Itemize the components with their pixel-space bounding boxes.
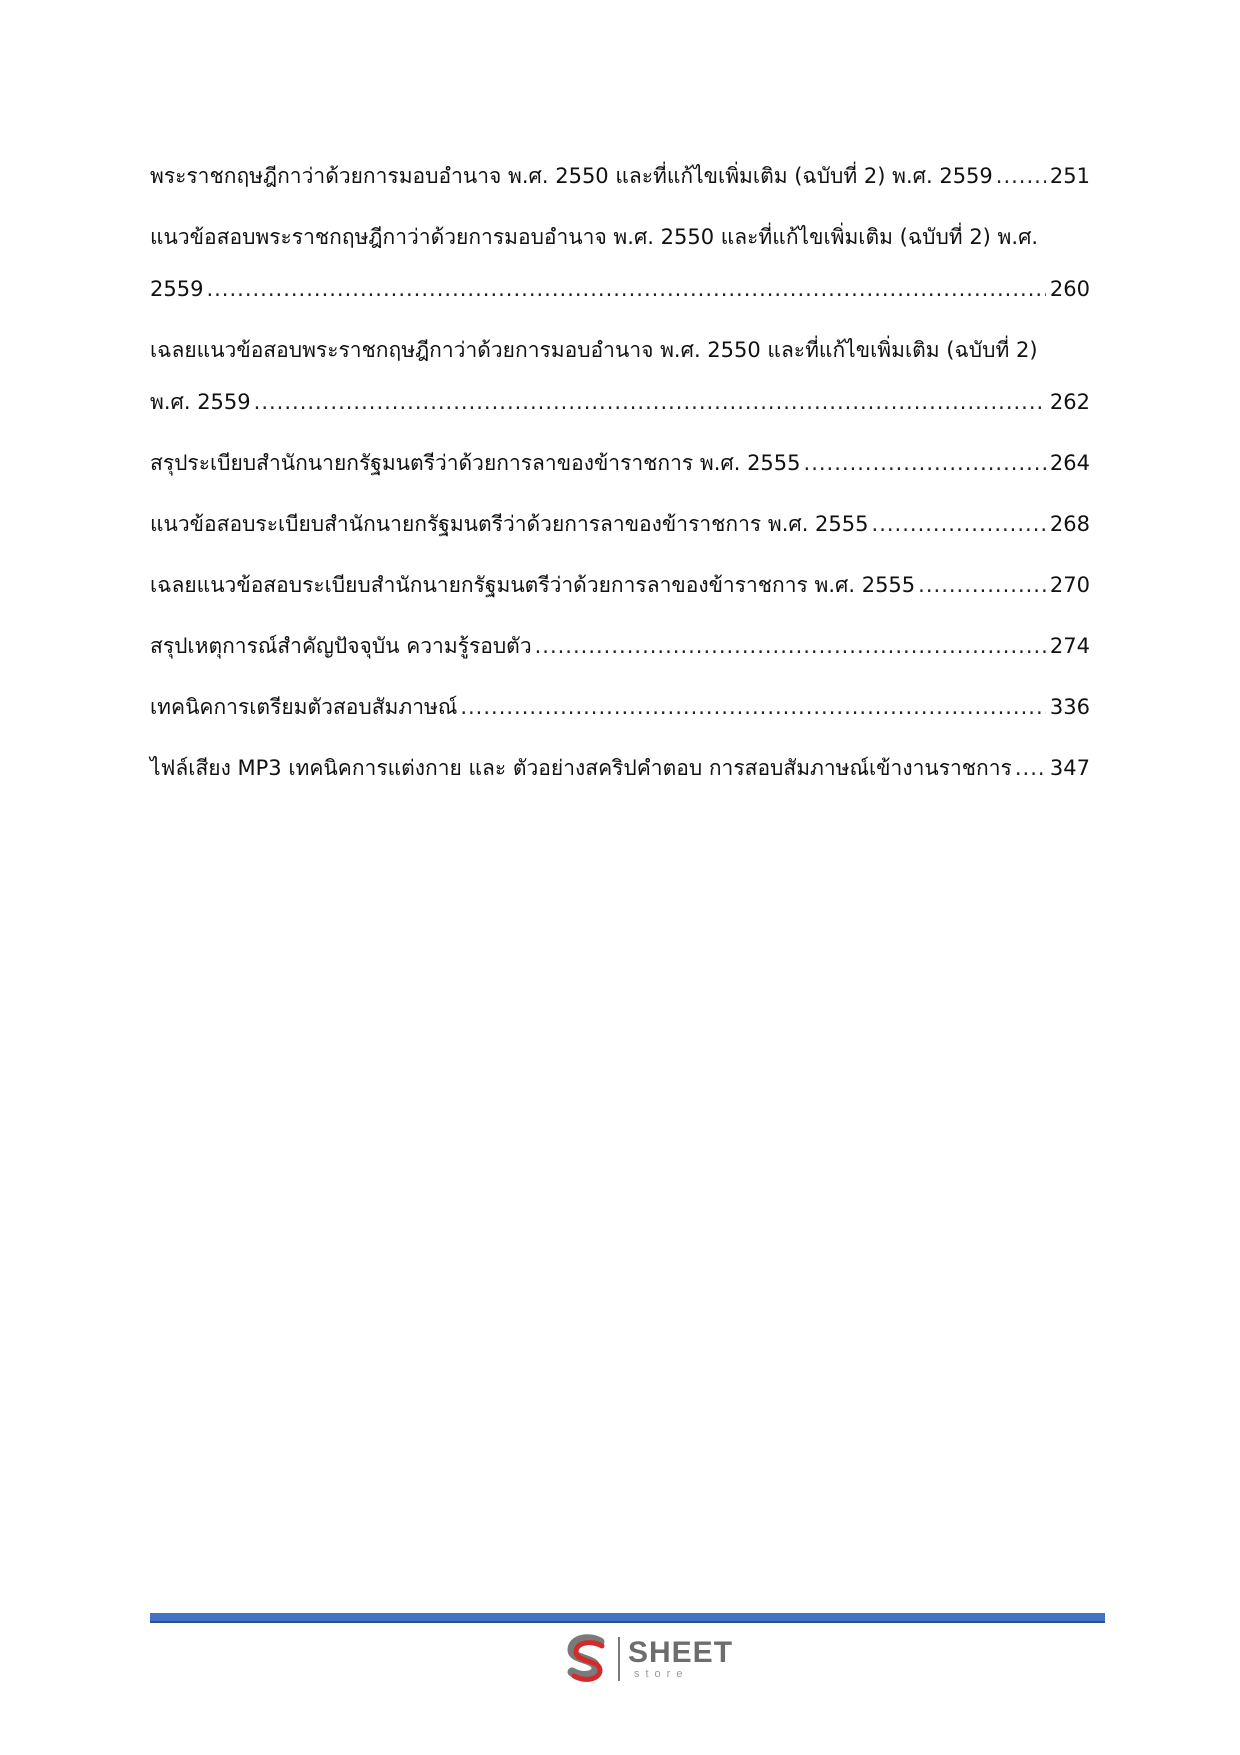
toc-page-number: 336 xyxy=(1049,695,1090,719)
toc-entry-title: พระราชกฤษฎีกาว่าด้วยการมอบอำนาจ พ.ศ. 2550 และที่แก้ไขเพิ่มเติม (ฉบับที่ 2) พ.ศ. 2559 xyxy=(150,164,993,188)
toc-entry-title: เทคนิคการเตรียมตัวสอบสัมภาษณ์ xyxy=(150,695,458,719)
dot-leader xyxy=(804,437,1046,489)
logo-divider xyxy=(618,1637,620,1681)
dot-leader xyxy=(535,620,1046,672)
toc-page-number: 264 xyxy=(1049,451,1090,475)
dot-leader xyxy=(872,498,1046,550)
dot-leader xyxy=(206,263,1045,315)
table-of-contents xyxy=(150,150,1090,803)
toc-page-number: 251 xyxy=(1049,164,1090,188)
dot-leader xyxy=(254,376,1046,428)
toc-entry-line xyxy=(150,437,1090,489)
toc-entry-line xyxy=(150,376,1090,428)
sheet-store-logo xyxy=(560,1632,733,1686)
toc-entry[interactable] xyxy=(150,437,1090,489)
toc-page-number: 347 xyxy=(1049,756,1090,780)
toc-page-number: 268 xyxy=(1049,512,1090,536)
logo-text xyxy=(628,1638,733,1680)
toc-entry-title: แนวข้อสอบระเบียบสำนักนายกรัฐมนตรีว่าด้วยการลาของข้าราชการ พ.ศ. 2555 xyxy=(150,512,869,536)
toc-entry-title-line2: 2559 xyxy=(150,277,204,301)
logo-subword: store xyxy=(634,1668,689,1680)
toc-entry-title: สรุปเหตุการณ์สำคัญปัจจุบัน ความรู้รอบตัว xyxy=(150,634,532,658)
toc-entry[interactable] xyxy=(150,211,1090,315)
toc-page-number: 270 xyxy=(1049,573,1090,597)
toc-entry[interactable] xyxy=(150,324,1090,428)
sheet-store-logo-icon xyxy=(560,1632,614,1686)
toc-entry-title: สรุประเบียบสำนักนายกรัฐมนตรีว่าด้วยการลาของข้าราชการ พ.ศ. 2555 xyxy=(150,451,801,475)
toc-entry-title-line1: เฉลยแนวข้อสอบพระราชกฤษฎีกาว่าด้วยการมอบอำนาจ พ.ศ. 2550 และที่แก้ไขเพิ่มเติม (ฉบับที่ 2) xyxy=(150,338,1038,362)
toc-entry[interactable] xyxy=(150,498,1090,550)
toc-entry-title: เฉลยแนวข้อสอบระเบียบสำนักนายกรัฐมนตรีว่าด้วยการลาของข้าราชการ พ.ศ. 2555 xyxy=(150,573,916,597)
dot-leader xyxy=(1015,742,1046,794)
dot-leader xyxy=(996,150,1046,202)
toc-page-number: 274 xyxy=(1049,634,1090,658)
toc-entry-line xyxy=(150,498,1090,550)
toc-entry[interactable] xyxy=(150,150,1090,202)
toc-entry[interactable] xyxy=(150,620,1090,672)
toc-page-number: 260 xyxy=(1049,277,1090,301)
dot-leader xyxy=(460,681,1046,733)
toc-entry-title-line2: พ.ศ. 2559 xyxy=(150,390,251,414)
toc-entry-line xyxy=(150,681,1090,733)
footer-rule xyxy=(150,1613,1105,1621)
toc-entry-line xyxy=(150,263,1090,315)
logo-word: SHEET xyxy=(628,1636,734,1669)
toc-entry[interactable] xyxy=(150,681,1090,733)
toc-entry[interactable] xyxy=(150,742,1090,794)
dot-leader xyxy=(918,559,1046,611)
toc-page-number: 262 xyxy=(1049,390,1090,414)
toc-entry[interactable] xyxy=(150,559,1090,611)
toc-entry-line xyxy=(150,620,1090,672)
toc-entry-line xyxy=(150,559,1090,611)
toc-entry-title: ไฟล์เสียง MP3 เทคนิคการแต่งกาย และ ตัวอย่างสคริปคำตอบ การสอบสัมภาษณ์เข้างานราชการ xyxy=(150,756,1012,780)
toc-entry-title-line1: แนวข้อสอบพระราชกฤษฎีกาว่าด้วยการมอบอำนาจ พ.ศ. 2550 และที่แก้ไขเพิ่มเติม (ฉบับที่ 2) พ.ศ. xyxy=(150,225,1039,249)
toc-entry-line xyxy=(150,742,1090,794)
toc-entry-line xyxy=(150,150,1090,202)
